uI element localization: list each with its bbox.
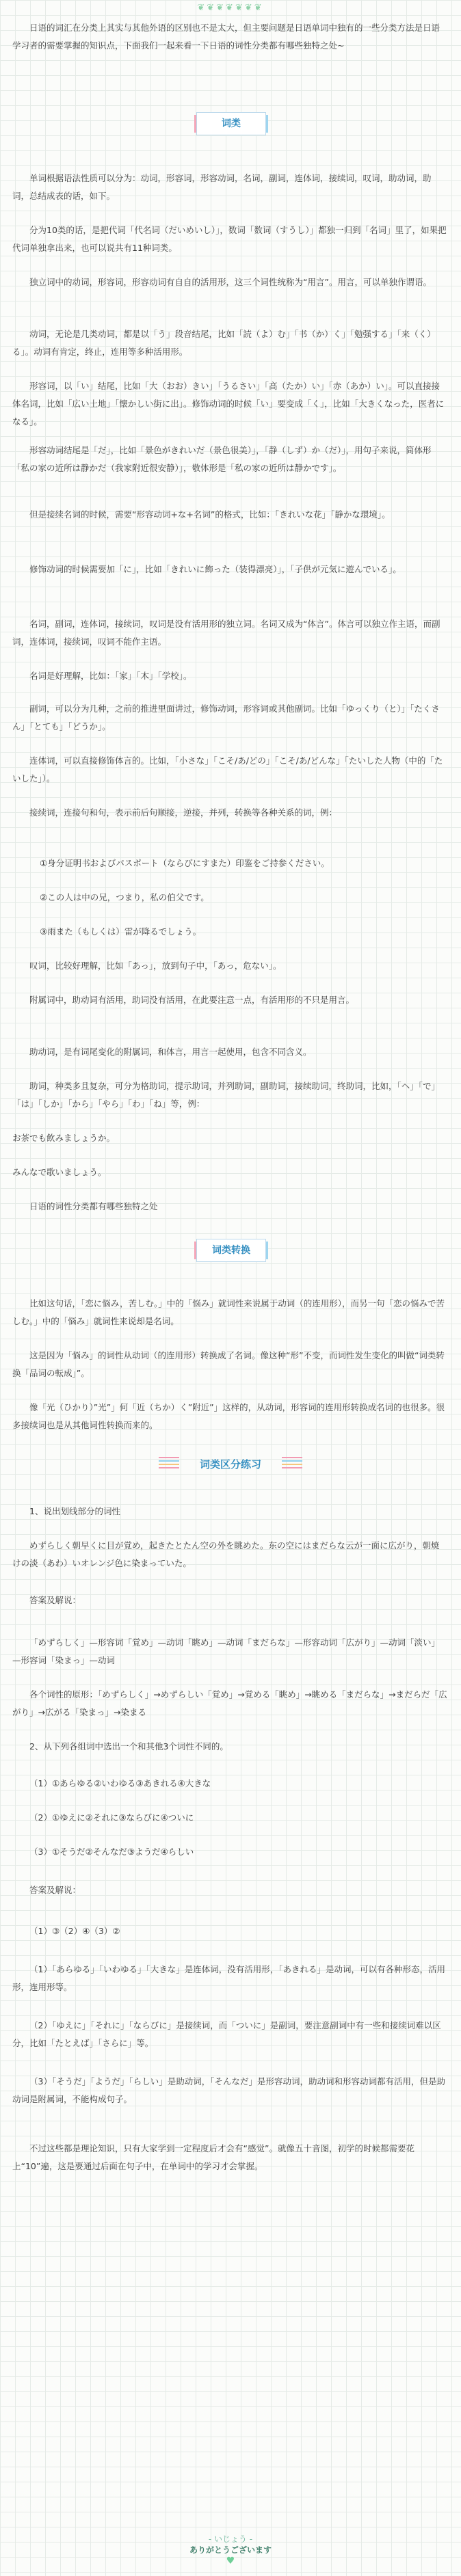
answer-text: （2）「ゆえに」「それに」「ならびに」是接续词，而「ついに」是副词，要注意副词中有一些和接续词难以区分，比如「たとえば」「さらに」等。 [12,2020,441,2048]
paragraph: 形容词，以「い」结尾，比如「大（おお）きい」「うるさい」「高（たか）い」「赤（あか）い」。可以直接接体名词，比如「広い土地」「懐かしい街に出」。修饰动词的时候「い」要变成「く」，比如「大きくなった，医者になる」。 [12,381,445,427]
paragraph: 单词根据语法性质可以分为：动词，形容词，形容动词，名词，副词，连体词，接续词，叹词，助动词，助词，总结成表的话，如下。 [12,173,432,201]
answer-text: （1）「あらゆる」「いわゆる」「大きな」是连体词，没有活用形，「あきれる」是动词，可以有各种形态，活用形，连用形等。 [12,1964,445,1992]
example-sentence: みんなで歌いましょう。 [12,1167,107,1177]
paragraph: 名词是好理解，比如：「家」「木」「学校」。 [29,671,192,681]
top-decoration: ❦❦❦❦❦❦❦ [197,3,264,13]
question-option: （2）①ゆえに②それに③ならびに④ついに [29,1812,194,1823]
paragraph: 这是因为「悩み」的词性从动词（的连用形）转换成了名词。像这种“形”不变，而词性发生变化的叫做“词类转换「品词の転成」”。 [12,1350,445,1378]
paragraph: 分为10类的话，是把代词「代名词（だいめいし）」，数词「数词（すうし）」都独一归到「名词」里了，如果把代词单独拿出来，也可以说共有11种词类。 [12,225,447,253]
answer-text: 「めずらしく」—形容词「覚め」—动词「眺め」—动词「まだらな」—形容动词「広がり」—动词「淡い」—形容词「染まっ」—动词 [12,1637,440,1665]
footer [0,2534,461,2566]
paragraph: 修饰动词的时候需要加「に」，比如「きれいに飾った（装得漂亮）」，「子供が元気に遊んでいる」。 [29,564,401,574]
example-sentence: ③雨また（もしくは）雷が降るでしょう。 [40,926,202,937]
paragraph: 连体词，可以直接修饰体言的。比如，「小さな」「こそ/あ/どの」「こそ/あ/どんな」「たいした人物（中的「たいした」）。 [12,755,443,783]
answer-text: 各个词性的原形：「めずらしく」→めずらしい「覚め」→覚める「眺め」→眺める「まだらな」→まだらだ「広がり」→広がる「染まっ」→染まる [12,1689,447,1717]
answer-label: 答案及解说： [29,1885,81,1895]
section-title-practice [159,1451,302,1478]
paragraph: 比如这句话，「恋に悩み，苦しむ。」中的「悩み」就词性来说属于动词（的连用形），而另一句「恋の悩みで苦しむ。」中的「悩み」就词性来说却是名词。 [12,1298,445,1326]
question-option: （3）①そうだ②そんなだ③ようだ④らしい [29,1847,194,1857]
answer-label: 答案及解说： [29,1595,81,1605]
paragraph: 但是接续名词的时候，需要“形容动词+な+名词”的格式，比如：「きれいな花」「静かな環境」。 [29,509,391,520]
section-title-word-classes: 词类 [196,112,266,135]
paragraph: 叹词，比较好理解，比如「あっ」，放到句子中，「あっ，危ない」。 [29,961,282,971]
example-sentence: お茶でも飲みましょうか。 [12,1133,116,1143]
heart-icon: ♥ [226,2555,235,2566]
answer-text: （3）「そうだ」「ようだ」「らしい」是助动词，「そんなだ」是形容动词，助动词和形容动词都有活用，但是助动词是附属词，不能构成句子。 [12,2076,445,2104]
paragraph: 助词，种类多且复杂，可分为格助词，提示助词，并列助词，副助词，接续助词，终助词，比如，「ヘ」「で」「は」「しか」「から」「やら」「わ」「ね」等，例： [12,1081,440,1109]
practice-title-text: 词类区分练习 [199,1458,261,1471]
example-sentence: ②この人は中の兄，つまり，私の伯父です。 [40,892,209,902]
paragraph: 动词，无论是几类动词，都是以「う」段音结尾，比如「読（よ）む」「书（か）く」「勉强する」「来（く）る」。动词有肯定，终止，连用等多种活用形。 [12,329,436,357]
footer-thanks: ありがとうございます [189,2545,272,2555]
question-heading: 1、说出划线部分的词性 [29,1506,120,1516]
paragraph: 独立词中的动词，形容词，形容动词有自自的活用形，这三个词性统称为“用言”。用言，可以单独作谓语。 [29,277,432,287]
question-option: （1）①あらゆる②いわゆる③あきれる④大きな [29,1778,211,1788]
question-text: めずらしく朝早くに目が覚め，起きたとたん空の外を眺めた。东の空にはまだらな云が一面に広がり，朝焼けの淡（あわ）いオレンジ色に染まっていた。 [12,1540,440,1568]
section-title-word-conversion: 词类转换 [196,1239,266,1262]
footer-line: - いじょう - [208,2534,253,2544]
paragraph: 副词，可以分为几种，之前的推进里面讲过，修饰动词，形容词或其他副词。比如「ゆっくり（と）」「たくさん」「とても」「どうか」。 [12,703,440,732]
intro-paragraph: 日语的词汇在分类上其实与其他外语的区别也不是太大，但主要问题是日语单词中独有的一些分类方法是日语学习者的需要掌握的知识点，下面我们一起来看一下日语的词性分类都有哪些独特之处~ [12,23,440,51]
paragraph: 像「光（ひかり）”光”」何「近（ちか）く”附近”」这样的，从动词，形容词的连用形转换成名词的也很多。很多接续词也是从其他词性转换而来的。 [12,1402,445,1430]
question-heading: 2、从下列各组词中选出一个和其他3个词性不同的。 [29,1741,228,1752]
decorative-lines-icon [282,1455,302,1474]
answer-text: （1）③（2）④（3）② [29,1926,120,1936]
example-sentence: ①身分证明书およびパスポート（ならびにすまた）印鉴をご持参ください。 [40,858,330,868]
paragraph: 附属词中，助动词有活用，助词没有活用，在此要注意一点，有活用形的不只是用言。 [29,995,355,1005]
paragraph: 名词，副词，连体词，接续词，叹词是没有活用形的独立词。名词又成为“体言”。体言可以独立作主语，而副词，连体词，接续词，叹词不能作主语。 [12,619,440,647]
paragraph: 接续词，连接句和句，表示前后句顺接，逆接，并列，转换等各种关系的词，例： [29,807,338,818]
paragraph: 助动词，是有词尾变化的附属词，和体言，用言一起使用，包含不同含义。 [29,1047,312,1057]
paragraph: 形容动词结尾是「だ」，比如「景色がきれいだ（景色很美）」，「静（しず）か（だ）」，用句子来说，简体形「私の家の近所は静かだ（我家附近很安静）」，敬体形是「私の家の近所は静かです」。 [12,445,432,473]
decorative-lines-icon [159,1455,179,1474]
paragraph: 日语的词性分类都有哪些独特之处 [29,1201,158,1211]
closing-paragraph: 不过这些都是理论知识，只有大家学到一定程度后才会有“感觉”。就像五十音图，初学的时候都需要花上“10”遍，这是要通过后面在句子中，在单词中的学习才会掌握。 [12,2143,414,2171]
